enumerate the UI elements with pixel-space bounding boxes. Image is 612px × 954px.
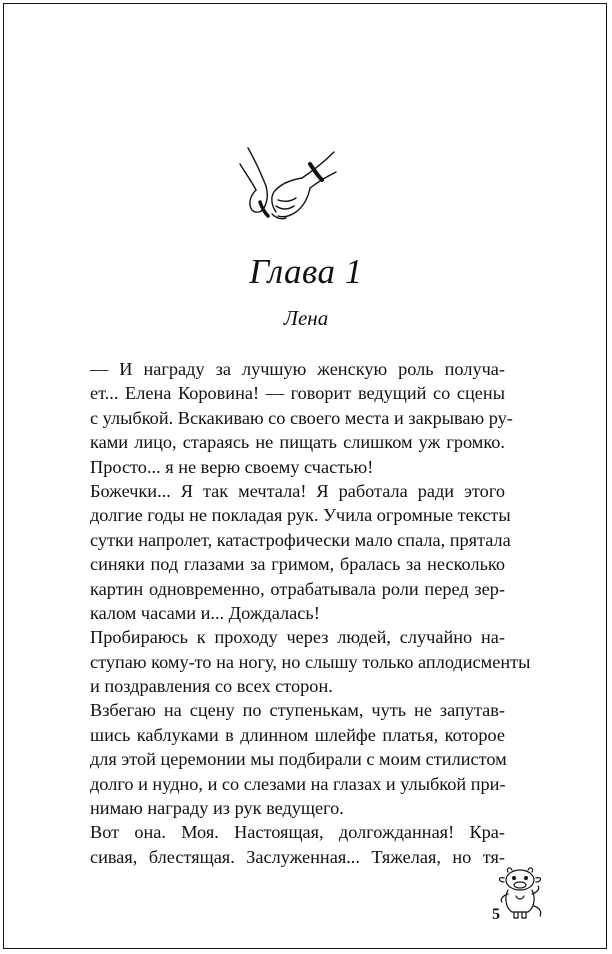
text-line: Пробираюсь к проходу через людей, случайно на- (90, 627, 505, 648)
text-line: картин одновременно, отрабатывала роли перед зер- (90, 578, 505, 599)
text-line: ет... Елена Коровина! — говорит ведущий со сцены (90, 383, 505, 404)
chapter-subtitle: Лена (283, 306, 329, 330)
text-line: ступаю кому-то на ногу, но слышу только аплодисменты (90, 651, 531, 672)
cow-mascot-icon (496, 866, 544, 920)
page-number: 5 (492, 906, 500, 923)
chapter-title: Глава 1 (249, 252, 363, 291)
text-line: нимаю награду из рук ведущего. (90, 798, 344, 819)
holding-hands-icon (238, 140, 338, 230)
text-line: сивая, блестящая. Заслуженная... Тяжелая, но тя- (90, 846, 505, 867)
text-line: сутки напролет, катастрофически мало спала, прятала (90, 529, 511, 550)
text-line: — И награду за лучшую женскую роль получа- (90, 359, 505, 379)
text-line: для этой церемонии мы подбирали с моим стилистом (90, 749, 507, 770)
text-line: Вот она. Моя. Настоящая, долгожданная! Кра- (90, 822, 505, 843)
text-line: ками лицо, стараясь не пищать слишком уж громко. (90, 432, 505, 453)
text-line: шись каблуками в длинном шлейфе платья, которое (90, 724, 505, 745)
text-line: долгие годы не покладая рук. Учила огромные тексты (90, 505, 511, 526)
text-line: с улыбкой. Вскакиваю со своего места и закрываю ру- (90, 407, 513, 428)
text-line: долго и нудно, и со слезами на глазах и улыбкой при- (90, 773, 506, 794)
text-line: Божечки... Я так мечтала! Я работала ради этого (90, 480, 505, 501)
text-line: Взбегаю на сцену по ступенькам, чуть не запутав- (90, 700, 505, 721)
text-line: Просто... я не верю своему счастью! (90, 456, 374, 477)
body-text (90, 357, 531, 869)
text-line: калом часами и... Дождалась! (90, 602, 320, 623)
text-line: синяки под глазами за гримом, бралась за несколько (90, 554, 505, 575)
text-line: и поздравления со всех сторон. (90, 676, 333, 697)
